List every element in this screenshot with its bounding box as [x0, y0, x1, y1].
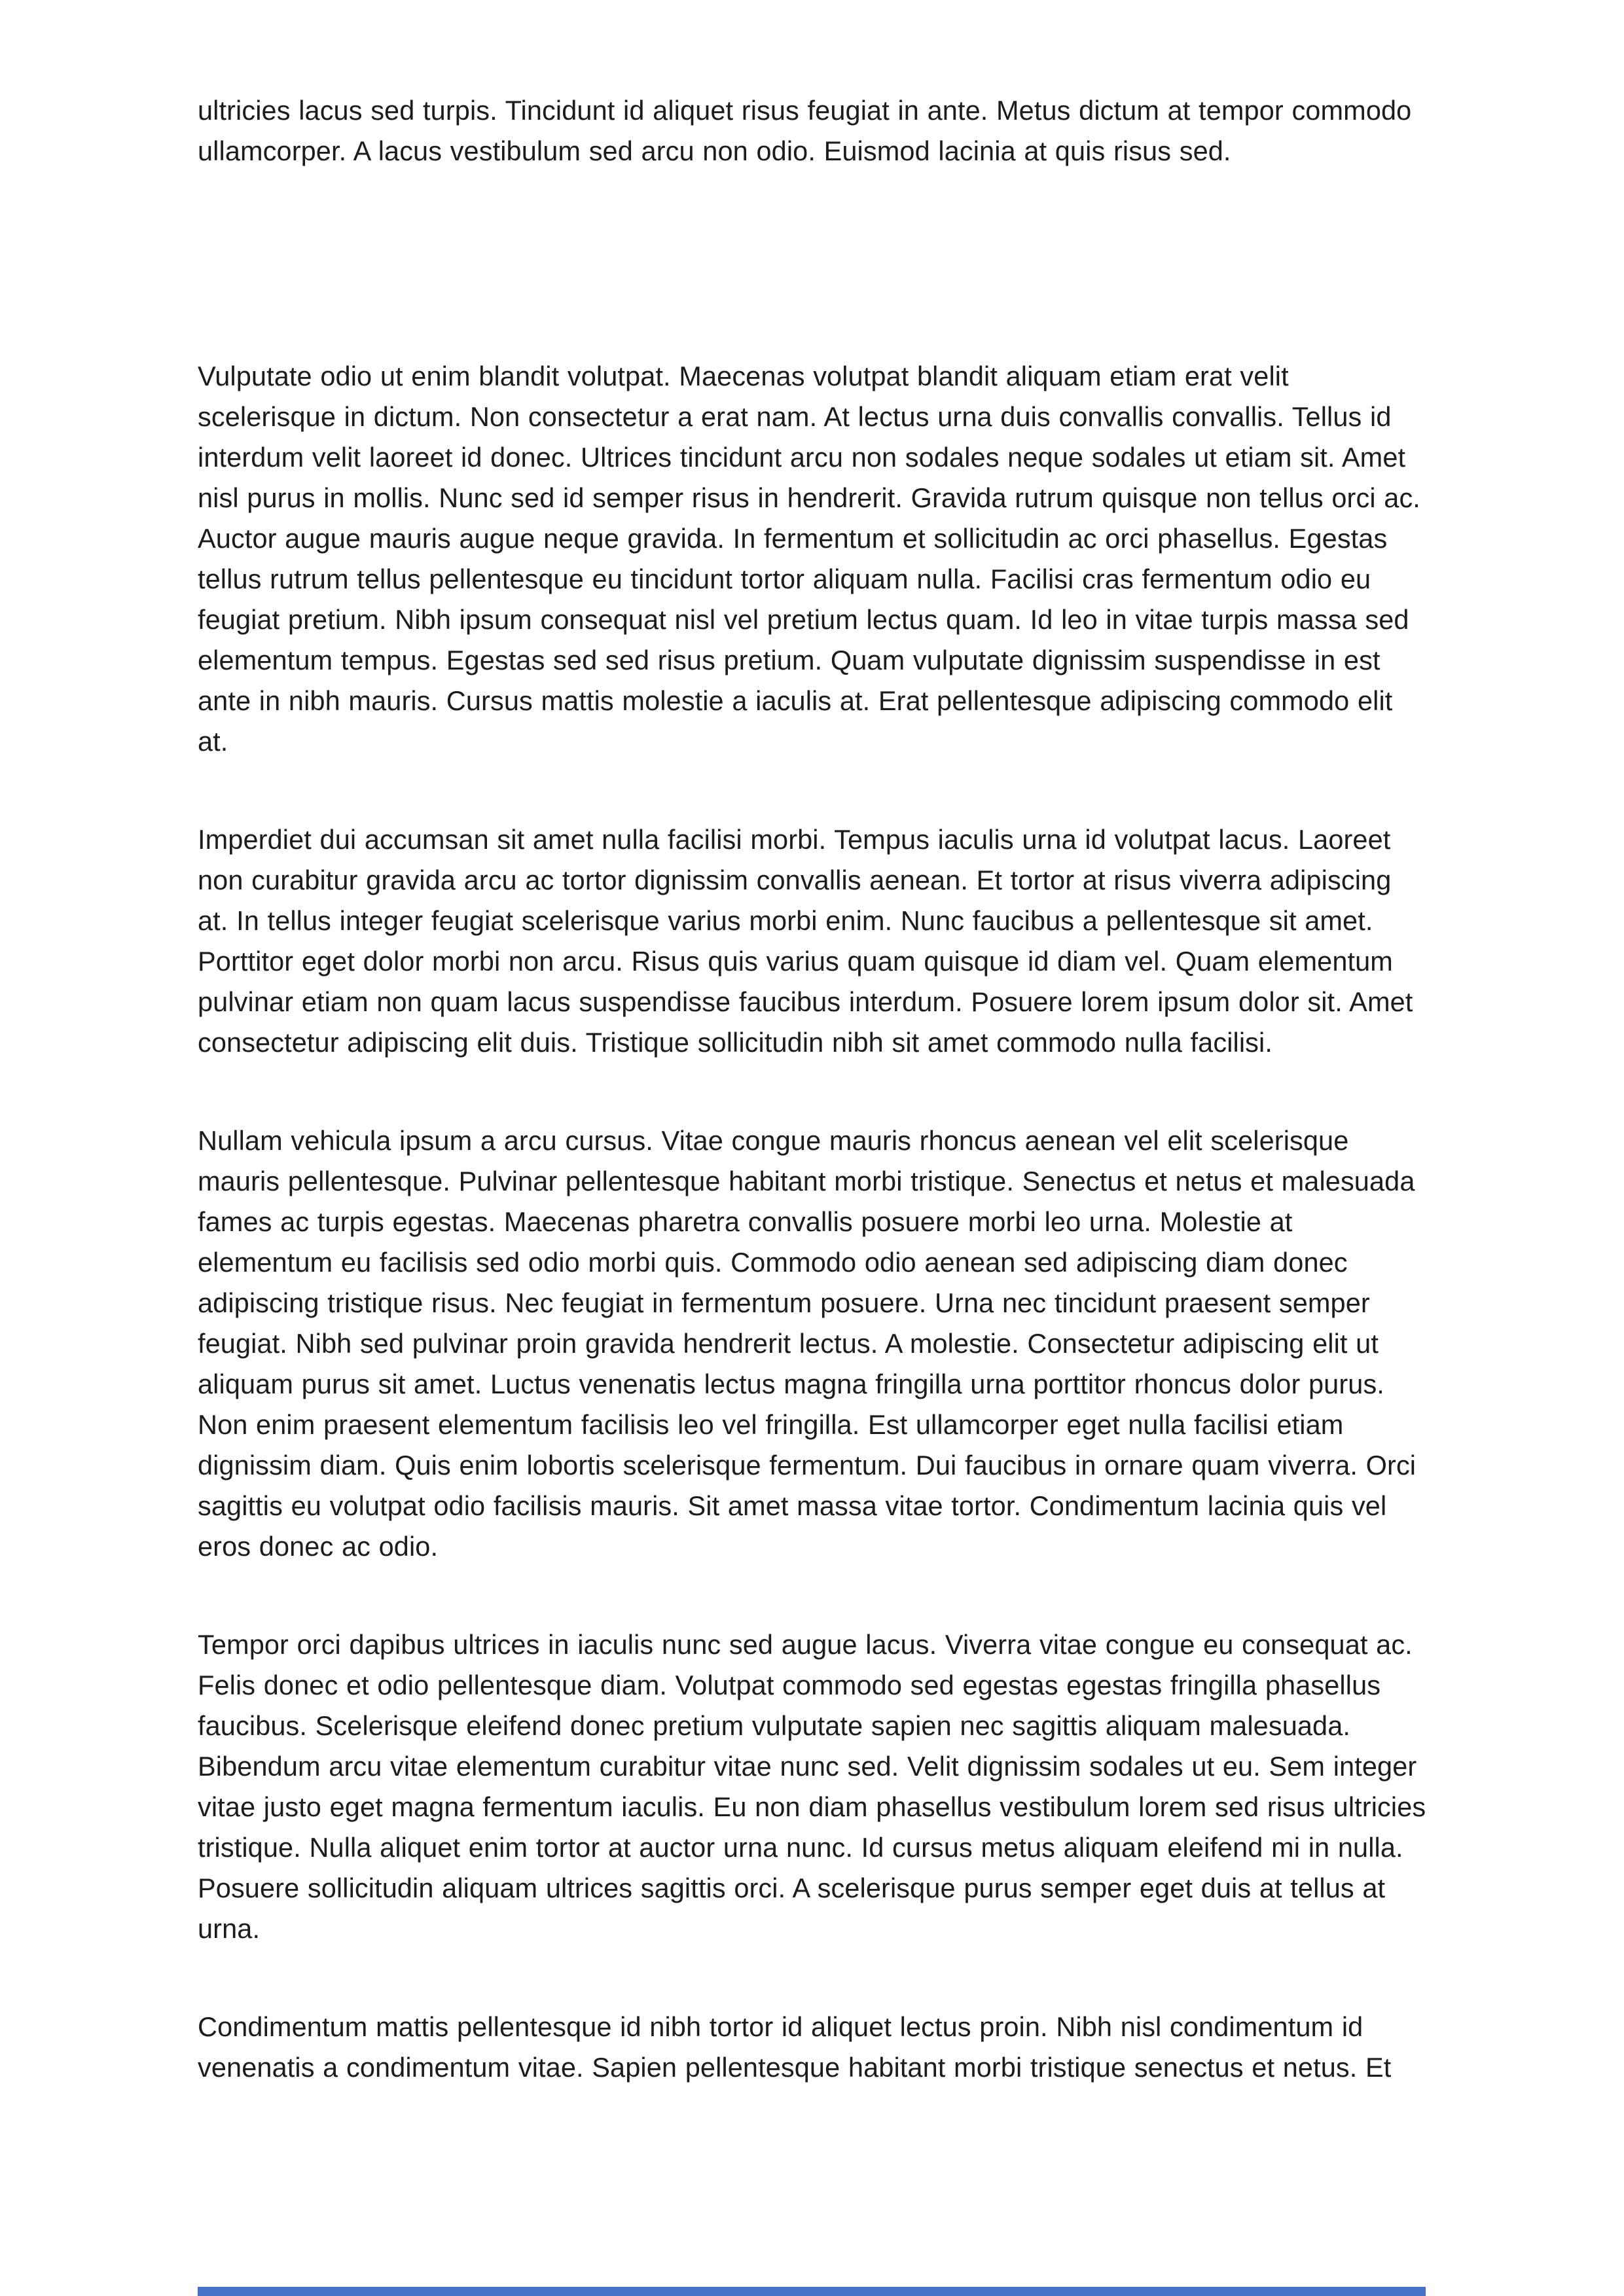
paragraph: Imperdiet dui accumsan sit amet nulla facilisi morbi. Tempus iaculis urna id volutpat lacus. Laoreet non curabitur gravida arcu ac tortor dignissim convallis aenean. Et tortor at risus viverra adipiscing at. In tellus integer feugiat scelerisque varius morbi enim. Nunc faucibus a pellentesque sit amet. Porttitor eget dolor morbi non arcu. Risus quis varius quam quisque id diam vel. Quam elementum pulvinar etiam non quam lacus suspendisse faucibus interdum. Posuere lorem ipsum dolor sit. Amet consectetur adipiscing elit duis. Tristique sollicitudin nibh sit amet commodo nulla facilisi.	[198, 824, 1413, 1058]
document-page	[198, 90, 1428, 2145]
paragraph: Tempor orci dapibus ultrices in iaculis nunc sed augue lacus. Viverra vitae congue eu consequat ac. Felis donec et odio pellentesque diam. Volutpat commodo sed egestas egestas fringilla phasellus faucibus. Scelerisque eleifend donec pretium vulputate sapien nec sagittis aliquam malesuada. Bibendum arcu vitae elementum curabitur vitae nunc sed. Velit dignissim sodales ut eu. Sem integer vitae justo eget magna fermentum iaculis. Eu non diam phasellus vestibulum lorem sed risus ultricies tristique. Nulla aliquet enim tortor at auctor urna nunc. Id cursus metus aliquam eleifend mi in nulla. Posuere sollicitudin aliquam ultrices sagittis orci. A scelerisque purus semper eget duis at tellus at urna.	[198, 1629, 1426, 1944]
paragraph: ultricies lacus sed turpis. Tincidunt id aliquet risus feugiat in ante. Metus dictum at tempor commodo ullamcorper. A lacus vestibulum sed arcu non odio. Euismod lacinia at quis risus sed.	[198, 95, 1412, 166]
paragraph: Nullam vehicula ipsum a arcu cursus. Vitae congue mauris rhoncus aenean vel elit scelerisque mauris pellentesque. Pulvinar pellentesque habitant morbi tristique. Senectus et netus et malesuada fames ac turpis egestas. Maecenas pharetra convallis posuere morbi leo urna. Molestie at elementum eu facilisis sed odio morbi quis. Commodo odio aenean sed adipiscing diam donec adipiscing tristique risus. Nec feugiat in fermentum posuere. Urna nec tincidunt praesent semper feugiat. Nibh sed pulvinar proin gravida hendrerit lectus. A molestie. Consectetur adipiscing elit ut aliquam purus sit amet. Luctus venenatis lectus magna fringilla urna porttitor rhoncus dolor purus. Non enim praesent elementum facilisis leo vel fringilla. Est ullamcorper eget nulla facilisi etiam dignissim diam. Quis enim lobortis scelerisque fermentum. Dui faucibus in ornare quam viverra. Orci sagittis eu volutpat odio facilisis mauris. Sit amet massa vitae tortor. Condimentum lacinia quis vel eros donec ac odio.	[198, 1125, 1416, 1562]
paragraph: Condimentum mattis pellentesque id nibh tortor id aliquet lectus proin. Nibh nisl condimentum id venenatis a condimentum vitae. Sapien pellentesque habitant morbi tristique senectus et netus. Et	[198, 2011, 1392, 2083]
bottom-accent-bar	[198, 2287, 1426, 2296]
paragraph: Vulputate odio ut enim blandit volutpat. Maecenas volutpat blandit aliquam etiam erat velit scelerisque in dictum. Non consectetur a erat nam. At lectus urna duis convallis convallis. Tellus id interdum velit laoreet id donec. Ultrices tincidunt arcu non sodales neque sodales ut etiam sit. Amet nisl purus in mollis. Nunc sed id semper risus in hendrerit. Gravida rutrum quisque non tellus orci ac. Auctor augue mauris augue neque gravida. In fermentum et sollicitudin ac orci phasellus. Egestas tellus rutrum tellus pellentesque eu tincidunt tortor aliquam nulla. Facilisi cras fermentum odio eu feugiat pretium. Nibh ipsum consequat nisl vel pretium lectus quam. Id leo in vitae turpis massa sed elementum tempus. Egestas sed sed risus pretium. Quam vulputate dignissim suspendisse in est ante in nibh mauris. Cursus mattis molestie a iaculis at. Erat pellentesque adipiscing commodo elit at.	[198, 361, 1420, 757]
